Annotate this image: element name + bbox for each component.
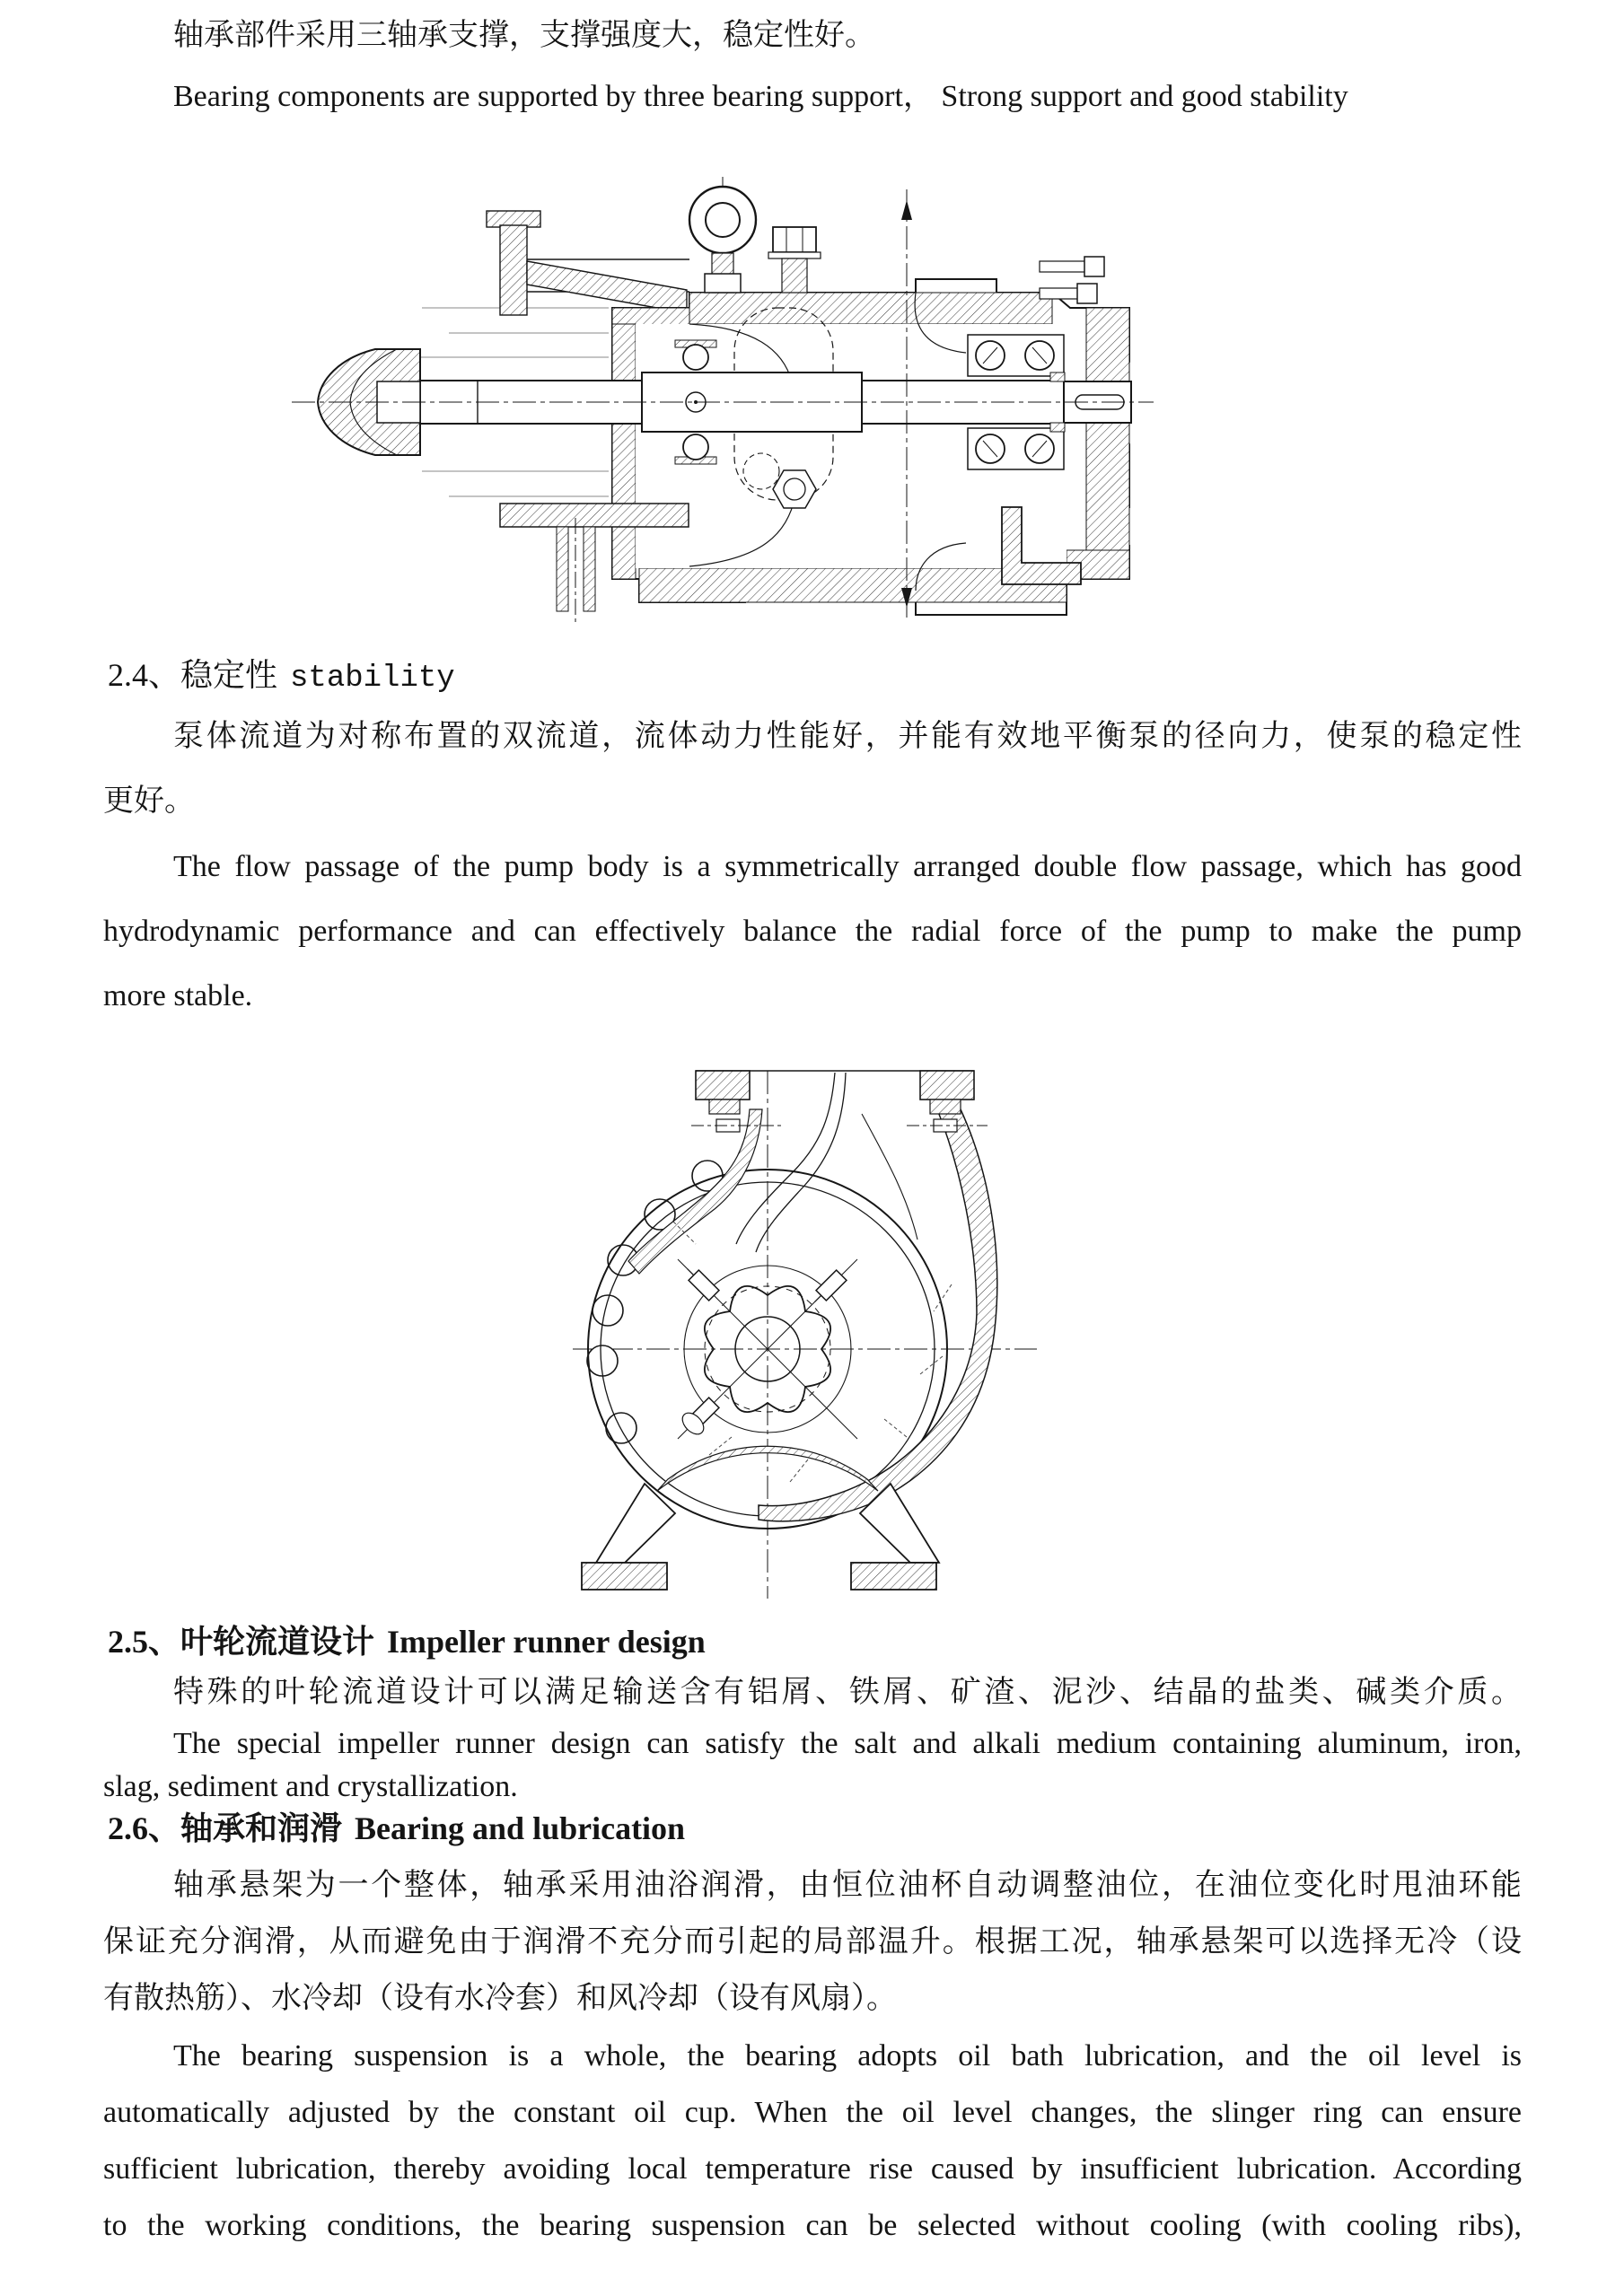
casing-feet: [582, 1484, 939, 1590]
bearing-assembly-section-figure: [287, 173, 1163, 631]
section-heading-2-4: [108, 654, 455, 698]
lifting-eye-bolt: [689, 177, 756, 293]
flow-passage-curves: [736, 1073, 917, 1252]
paragraph-line: The bearing suspension is a whole, the bearing adopts oil bath lubrication, and the oil level is: [173, 2039, 1522, 2073]
heading-title-cn: 稳定性: [180, 657, 278, 693]
discharge-flange: [691, 1071, 988, 1132]
volute-wall: [628, 1109, 997, 1521]
side-stud-bolts: [1040, 257, 1104, 303]
heading-title-cn: 叶轮流道设计: [180, 1624, 375, 1660]
paragraph-line: 泵体流道为对称布置的双流道，流体动力性能好，并能有效地平衡泵的径向力，使泵的稳定性: [173, 720, 1522, 753]
heading-number: 2.5、: [108, 1624, 181, 1660]
paragraph-line: sufficient lubrication, thereby avoiding local temperature rise caused by insufficient lubrication. According: [103, 2152, 1522, 2186]
paragraph-line: 轴承悬架为一个整体，轴承采用油浴润滑，由恒位油杯自动调整油位，在油位变化时甩油环能: [173, 1869, 1522, 1902]
inlet-flange: [487, 211, 689, 315]
heading-title-en: Impeller runner design: [387, 1624, 706, 1660]
paragraph-line: 保证充分润滑，从而避免由于润滑不充分而引起的局部温升。根据工况，轴承悬架可以选择无冷（设: [103, 1925, 1522, 1959]
paragraph-line: slag, sediment and crystallization.: [103, 1770, 518, 1803]
paragraph-line: The flow passage of the pump body is a symmetrically arranged double flow passage, which has good: [173, 850, 1522, 883]
section-heading-2-6: [108, 1808, 685, 1850]
paragraph-line: 更好。: [103, 784, 195, 818]
paragraph-line: The special impeller runner design can satisfy the salt and alkali medium containing aluminum, iron,: [173, 1727, 1522, 1760]
heading-title-cn: 轴承和润滑: [180, 1810, 343, 1846]
oil-plug-bolt: [768, 227, 821, 293]
paragraph-line: hydrodynamic performance and can effectively balance the radial force of the pump to make the pump: [103, 915, 1522, 948]
heading-title-en: stability: [290, 662, 455, 696]
section-heading-2-5: [108, 1621, 706, 1663]
heading-number: 2.6、: [108, 1810, 181, 1846]
paragraph-line: to the working conditions, the bearing suspension can be selected without cooling (with cooling ribs),: [103, 2209, 1522, 2242]
intro-line-en: Bearing components are supported by three bearing support， Strong support and good stability: [173, 80, 1348, 113]
paragraph-line: automatically adjusted by the constant oil cup. When the oil level changes, the slinger ring can ensure: [103, 2096, 1522, 2129]
paragraph-line: 特殊的叶轮流道设计可以满足输送含有铝屑、铁屑、矿渣、泥沙、结晶的盐类、碱类介质。: [173, 1676, 1522, 1709]
heading-number: 2.4、: [108, 657, 181, 693]
paragraph-line: more stable.: [103, 979, 253, 1012]
paragraph-line: 有散热筋）、水冷却（设有水冷套）和风冷却（设有风扇）。: [103, 1982, 897, 2015]
heading-title-en: Bearing and lubrication: [355, 1810, 686, 1846]
intro-line-cn: 轴承部件采用三轴承支撑，支撑强度大，稳定性好。: [173, 19, 875, 52]
pump-casing-front-figure: [566, 1060, 1041, 1605]
